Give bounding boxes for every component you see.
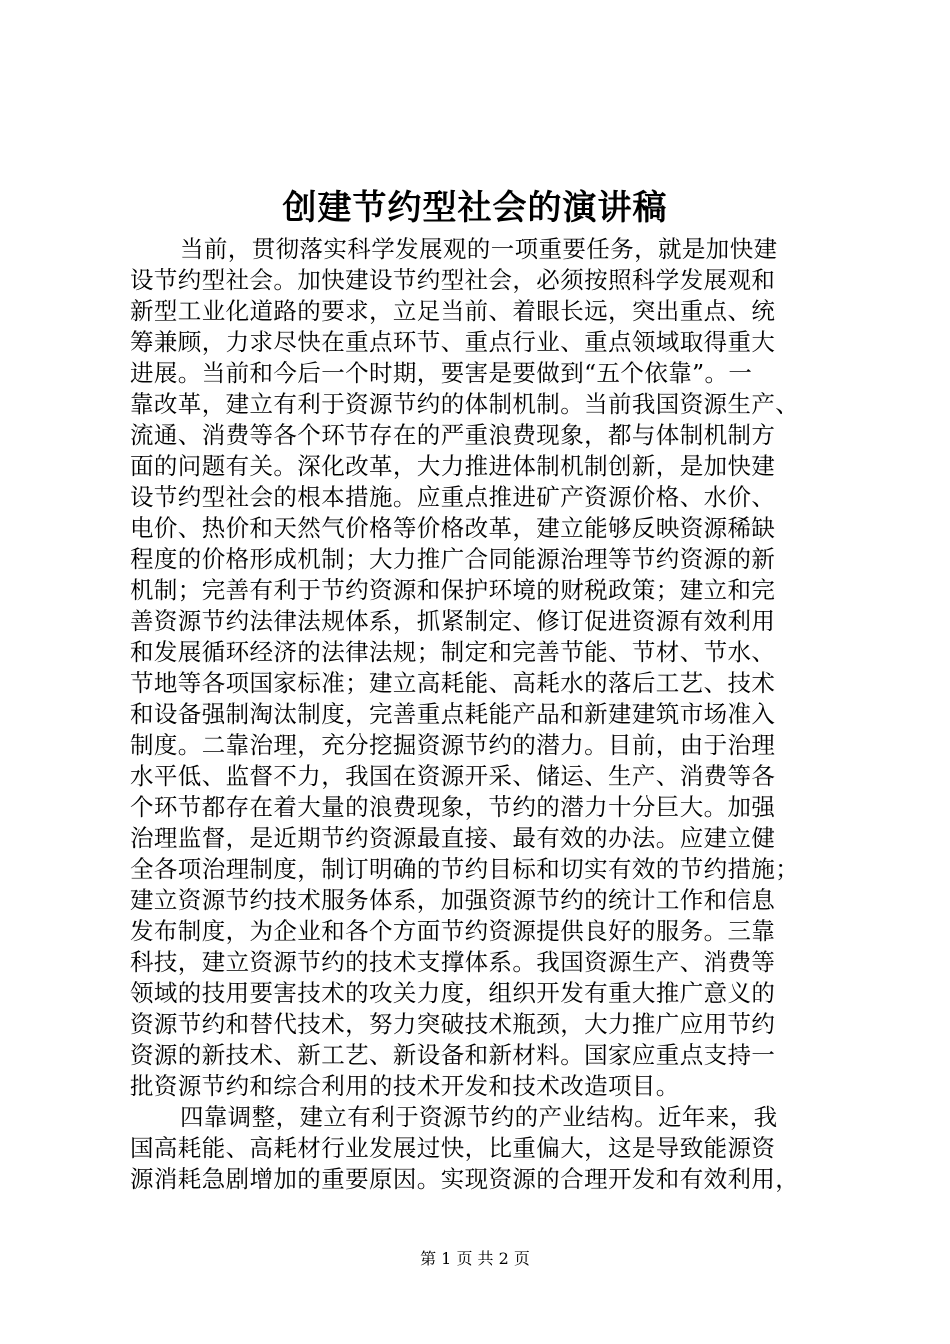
paragraph-line: 建立资源节约技术服务体系，加强资源节约的统计工作和信息	[130, 886, 776, 914]
paragraph-line: 领域的技用要害技术的攻关力度，组织开发有重大推广意义的	[130, 979, 776, 1007]
paragraph-line: 水平低、监督不力，我国在资源开采、储运、生产、消费等各	[130, 762, 776, 790]
paragraph-line: 流通、消费等各个环节存在的严重浪费现象，都与体制机制方	[130, 421, 776, 449]
paragraph-line: 资源节约和替代技术，努力突破技术瓶颈，大力推广应用节约	[130, 1010, 776, 1038]
paragraph-line: 治理监督，是近期节约资源最直接、最有效的办法。应建立健	[130, 824, 776, 852]
paragraph-line: 四靠调整，建立有利于资源节约的产业结构。近年来，我	[180, 1103, 778, 1131]
page-footer: 第 1 页 共 2 页	[420, 1249, 530, 1268]
paragraph-line: 面的问题有关。深化改革，大力推进体制机制创新，是加快建	[130, 452, 776, 480]
paragraph-line: 节地等各项国家标准；建立高耗能、高耗水的落后工艺、技术	[130, 669, 776, 697]
paragraph-line: 设节约型社会。加快建设节约型社会，必须按照科学发展观和	[130, 266, 776, 294]
paragraph-line: 靠改革，建立有利于资源节约的体制机制。当前我国资源生产、	[130, 390, 800, 418]
paragraph-line: 程度的价格形成机制；大力推广合同能源治理等节约资源的新	[130, 545, 776, 573]
paragraph-line: 设节约型社会的根本措施。应重点推进矿产资源价格、水价、	[130, 483, 776, 511]
page-title: 创建节约型社会的演讲稿	[282, 188, 668, 228]
paragraph-line: 国高耗能、高耗材行业发展过快，比重偏大，这是导致能源资	[130, 1134, 776, 1162]
paragraph-line: 制度。二靠治理，充分挖掘资源节约的潜力。目前，由于治理	[130, 731, 776, 759]
paragraph-line: 筹兼顾，力求尽快在重点环节、重点行业、重点领域取得重大	[130, 328, 776, 356]
paragraph-line: 批资源节约和综合利用的技术开发和技术改造项目。	[130, 1072, 680, 1100]
paragraph-line: 源消耗急剧增加的重要原因。实现资源的合理开发和有效利用，	[130, 1165, 800, 1193]
paragraph-line: 机制；完善有利于节约资源和保护环境的财税政策；建立和完	[130, 576, 776, 604]
document-body	[130, 234, 830, 1195]
paragraph-line: 发布制度，为企业和各个方面节约资源提供良好的服务。三靠	[130, 917, 776, 945]
paragraph-line: 和设备强制淘汰制度，完善重点耗能产品和新建建筑市场准入	[130, 700, 776, 728]
paragraph-line: 新型工业化道路的要求，立足当前、着眼长远，突出重点、统	[130, 297, 776, 325]
paragraph-line: 电价、热价和天然气价格等价格改革，建立能够反映资源稀缺	[130, 514, 776, 542]
paragraph-line: 当前，贯彻落实科学发展观的一项重要任务，就是加快建	[180, 235, 778, 263]
paragraph-line: 科技，建立资源节约的技术支撑体系。我国资源生产、消费等	[130, 948, 776, 976]
paragraph-line: 进展。当前和今后一个时期，要害是要做到“五个依靠”。一	[130, 359, 753, 387]
paragraph-line: 资源的新技术、新工艺、新设备和新材料。国家应重点支持一	[130, 1041, 776, 1069]
paragraph-line: 全各项治理制度，制订明确的节约目标和切实有效的节约措施；	[130, 855, 800, 883]
paragraph-line: 个环节都存在着大量的浪费现象，节约的潜力十分巨大。加强	[130, 793, 776, 821]
paragraph-line: 善资源节约法律法规体系，抓紧制定、修订促进资源有效利用	[130, 607, 776, 635]
paragraph-line: 和发展循环经济的法律法规；制定和完善节能、节材、节水、	[130, 638, 776, 666]
